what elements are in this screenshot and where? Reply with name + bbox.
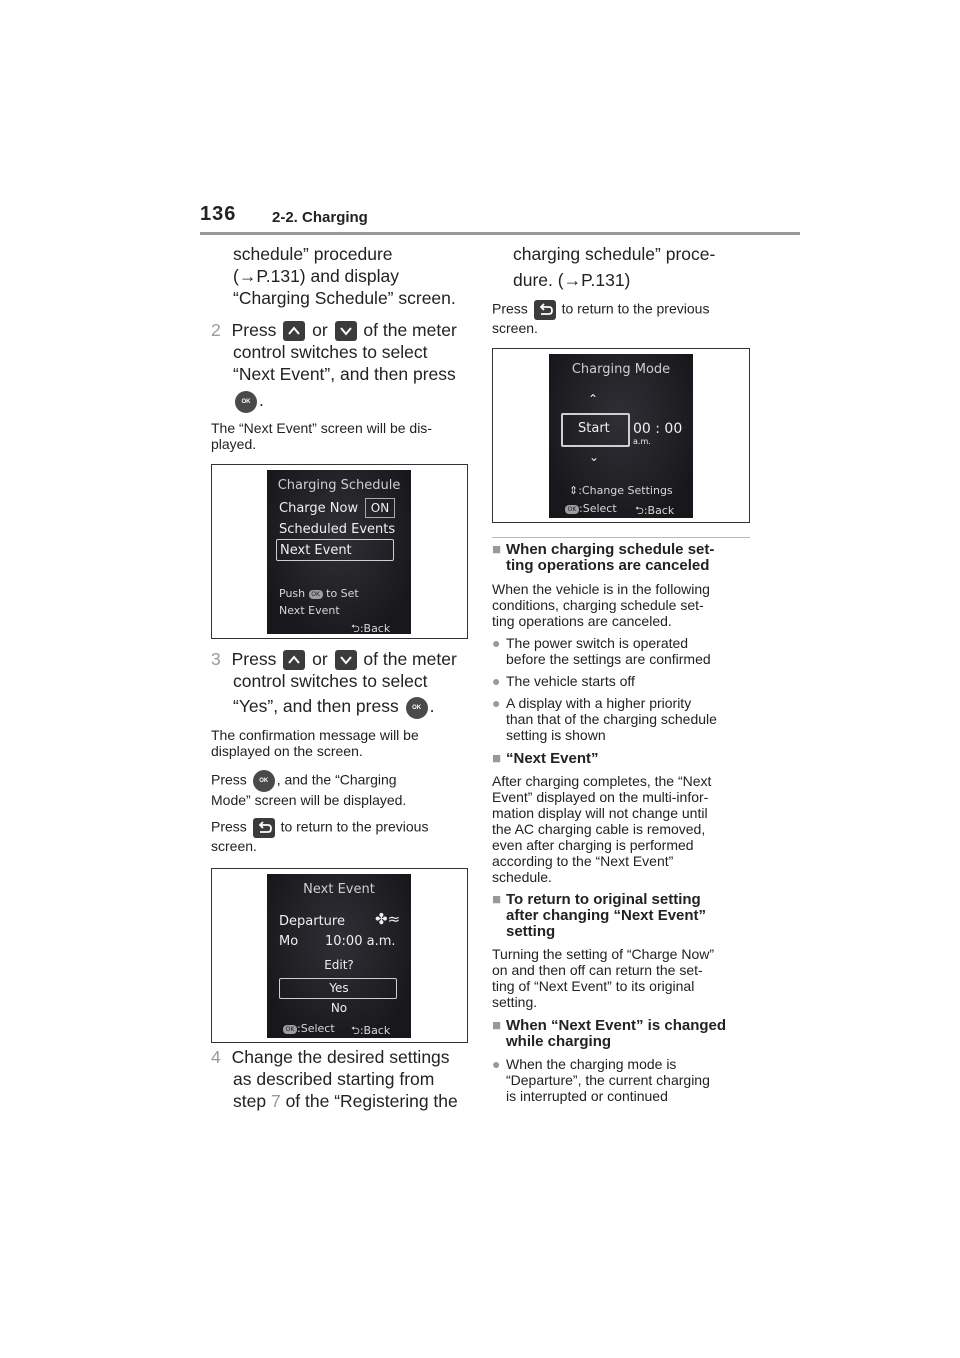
up-arrow-icon [283,650,305,670]
page-number: 136 [200,203,237,225]
next-event-body: After charging completes, the “Next Event” displayed on the multi-infor- mation display will not change until the AC charging cable is removed, even after charging is performed according to the “Next Event” schedule. [492,773,712,885]
departure-label: Departure [279,914,345,929]
list-item: ● A display with a higher priority than that of the charging schedule setting is shown [492,695,717,743]
day-label: Mo [279,934,299,949]
bullet-icon: ● [492,673,501,689]
select-hint: OK :Select [565,502,617,515]
ok-mini-icon: OK [283,1025,297,1034]
section-divider [492,537,750,538]
back-arrow-icon: ⮌ [635,504,644,517]
back-button-icon [534,300,556,320]
step-3-return-note: Press to return to the previous screen. [211,818,429,854]
square-bullet-icon: ■ [492,891,502,908]
back-hint: ⮌:Back [351,1024,391,1037]
step-number: 3 [211,649,221,669]
ok-button-icon: OK [253,770,275,792]
step-number: 2 [211,320,221,340]
list-item: ● The vehicle starts off [492,673,635,689]
list-item: ● The power switch is operated before the settings are confirmed [492,635,711,667]
bullet-icon: ● [492,695,501,711]
return-original-body: Turning the setting of “Charge Now” on and then off can return the set- ting of “Next Event” to its original setting. [492,946,715,1010]
up-arrow-icon [283,321,305,341]
display-charging-mode [549,354,693,518]
up-down-icon: ⇕ [569,484,579,497]
figure-charging-mode [492,348,750,523]
continuation-text: charging schedule” proce- dure. (→P.131) [513,244,716,290]
chevron-down-icon: ⌄ [589,450,600,464]
heading-canceled: ■ When charging schedule set- ting operations are canceled [492,541,715,574]
screen-title: Next Event [303,882,375,897]
header-rule [200,232,800,235]
list-item: ● When the charging mode is “Departure”, the current charging is interrupted or continued [492,1056,710,1104]
option-no: No [330,1001,348,1015]
bullet-icon: ● [492,1056,501,1072]
fan-icon: ✤≈ [375,910,401,928]
figure-next-event [211,868,468,1043]
step-3-press-note: Press OK , and the “Charging Mode” screen will be displayed. [211,771,407,808]
heading-changed-while-charging: ■ When “Next Event” is changed while charging [492,1017,727,1050]
intro-text [233,243,493,309]
ok-mini-icon: OK [309,590,323,599]
square-bullet-icon: ■ [492,1017,502,1034]
heading-next-event: ■ “Next Event” [492,750,599,767]
step-2: 2 Press or of the meter control switches to select “Next Event”, and then press OK . [211,319,471,413]
square-bullet-icon: ■ [492,541,502,558]
option-yes: Yes [329,981,349,995]
figure-charging-schedule [211,464,468,639]
ampm-label: a.m. [633,437,651,446]
display-next-event [267,874,411,1038]
square-bullet-icon: ■ [492,750,502,767]
ok-button-icon: OK [406,697,428,719]
ok-mini-icon: OK [565,505,579,514]
back-hint: ⮌:Back [351,622,391,634]
notes-column [492,542,760,1104]
screen-title: Charging Schedule [277,478,401,493]
intro-line: “Charging Schedule” screen. [233,288,456,308]
menu-item-scheduled-events: Scheduled Events [279,522,396,537]
heading-return-original: ■ To return to original setting after changing “Next Event” setting [492,891,707,940]
menu-item-charge-now: Charge Now [279,501,359,516]
bullet-icon: ● [492,635,501,651]
intro-line: (→P.131) and display [233,266,400,286]
chevron-up-icon: ⌃ [588,392,599,406]
ok-button-icon: OK [235,391,257,413]
step-4: 4 Change the desired settings as described starting from step 7 of the “Registering the [211,1047,458,1111]
back-button-icon [253,818,275,838]
step-number: 4 [211,1047,221,1067]
change-hint: ⇕:Change Settings [569,484,673,497]
select-hint: OK :Select [283,1022,335,1035]
canceled-body: When the vehicle is in the following conditions, charging schedule set- ting operations are canceled. [492,581,710,629]
display-charging-schedule [267,470,411,634]
screen-title: Charging Mode [571,362,671,377]
push-hint-line2: Next Event [279,604,340,617]
back-arrow-icon: ⮌ [351,1024,360,1037]
intro-line: schedule” procedure [233,244,393,264]
down-arrow-icon [335,650,357,670]
menu-item-next-event: Next Event [280,543,352,558]
time-value: 00 : 00 [633,421,683,437]
back-hint: ⮌:Back [635,504,675,517]
step-2-note: The “Next Event” screen will be dis- played. [211,420,432,452]
charge-now-value: ON [365,498,395,518]
push-hint: Push OK to Set [279,587,359,600]
down-arrow-icon [335,321,357,341]
back-arrow-icon: ⮌ [351,622,360,634]
return-note: Press to return to the previous screen. [492,300,710,336]
step-3: 3 Press or of the meter control switches to select “Yes”, and then press OK . [211,648,471,719]
time-label: 10:00 a.m. [325,934,396,949]
edit-prompt: Edit? [324,958,354,972]
step-3-note: The confirmation message will be displayed on the screen. [211,727,419,759]
start-label: Start [578,421,610,436]
section-title: 2-2. Charging [272,209,368,226]
